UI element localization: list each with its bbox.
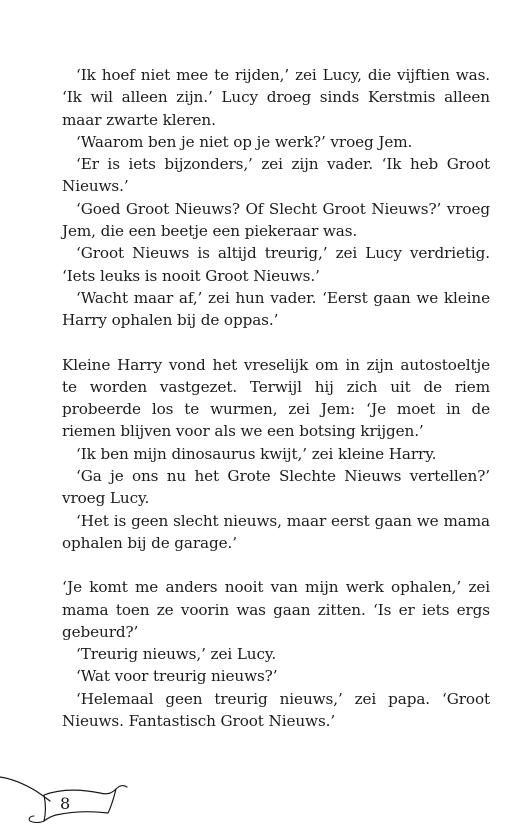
paragraph-8: ‘Ik ben mijn dinosaurus kwijt,’ zei kleine Harry. [76,444,437,463]
paragraph-10: ‘Het is geen slecht nieuws, maar eerst gaan we mama ophalen bij de garage.’ [62,511,490,552]
paragraph-6: ‘Wacht maar af,’ zei hun vader. ‘Eerst gaan we kleine Harry ophalen bij de oppas.’ [62,288,490,330]
paragraph-3: ‘Er is iets bijzonders,’ zei zijn vader. ‘Ik heb Groot Nieuws.’ [62,155,490,196]
paragraph-1: ‘Ik hoef niet mee te rijden,’ zei Lucy, die vijftien was. ‘Ik wil alleen zijn.’ Lucy droeg sinds Kerstmis alleen maar zwarte kleren. [62,66,490,129]
paragraph-5: ‘Groot Nieuws is altijd treurig,’ zei Lucy verdrietig. ‘Iets leuks is nooit Groot Nieuws.’ [62,244,490,285]
paragraph-7: Kleine Harry vond het vreselijk om in zijn autostoeltje te worden vastgezet. Terwijl hij zich uit de riem probeerde los te wurmen, zei Jem: ‘Je moet in de riemen blijven voor als we een botsing krijgen.’ [62,355,490,441]
paragraph-14: ‘Helemaal geen treurig nieuws,’ zei papa. ‘Groot Nieuws. Fantastisch Groot Nieuws.’ [62,689,490,731]
paragraph-9: ‘Ga je ons nu het Grote Slechte Nieuws vertellen?’ vroeg Lucy. [62,467,490,508]
paragraph-4: ‘Goed Groot Nieuws? Of Slecht Groot Nieuws?’ vroeg Jem, die een beetje een piekeraar was. [62,199,490,241]
paragraph-12: ‘Treurig nieuws,’ zei Lucy. [76,645,277,664]
page-number: 8 [60,794,71,813]
body-text [62,64,490,732]
paragraph-11: ‘Je komt me anders nooit van mijn werk ophalen,’ zei mama toen ze voorin was gaan zitten. ‘Is er iets ergs gebeurd?’ [62,578,490,641]
paragraph-2: ‘Waarom ben je niet op je werk?’ vroeg Jem. [76,132,413,151]
paragraph-13: ‘Wat voor treurig nieuws?’ [76,667,278,686]
